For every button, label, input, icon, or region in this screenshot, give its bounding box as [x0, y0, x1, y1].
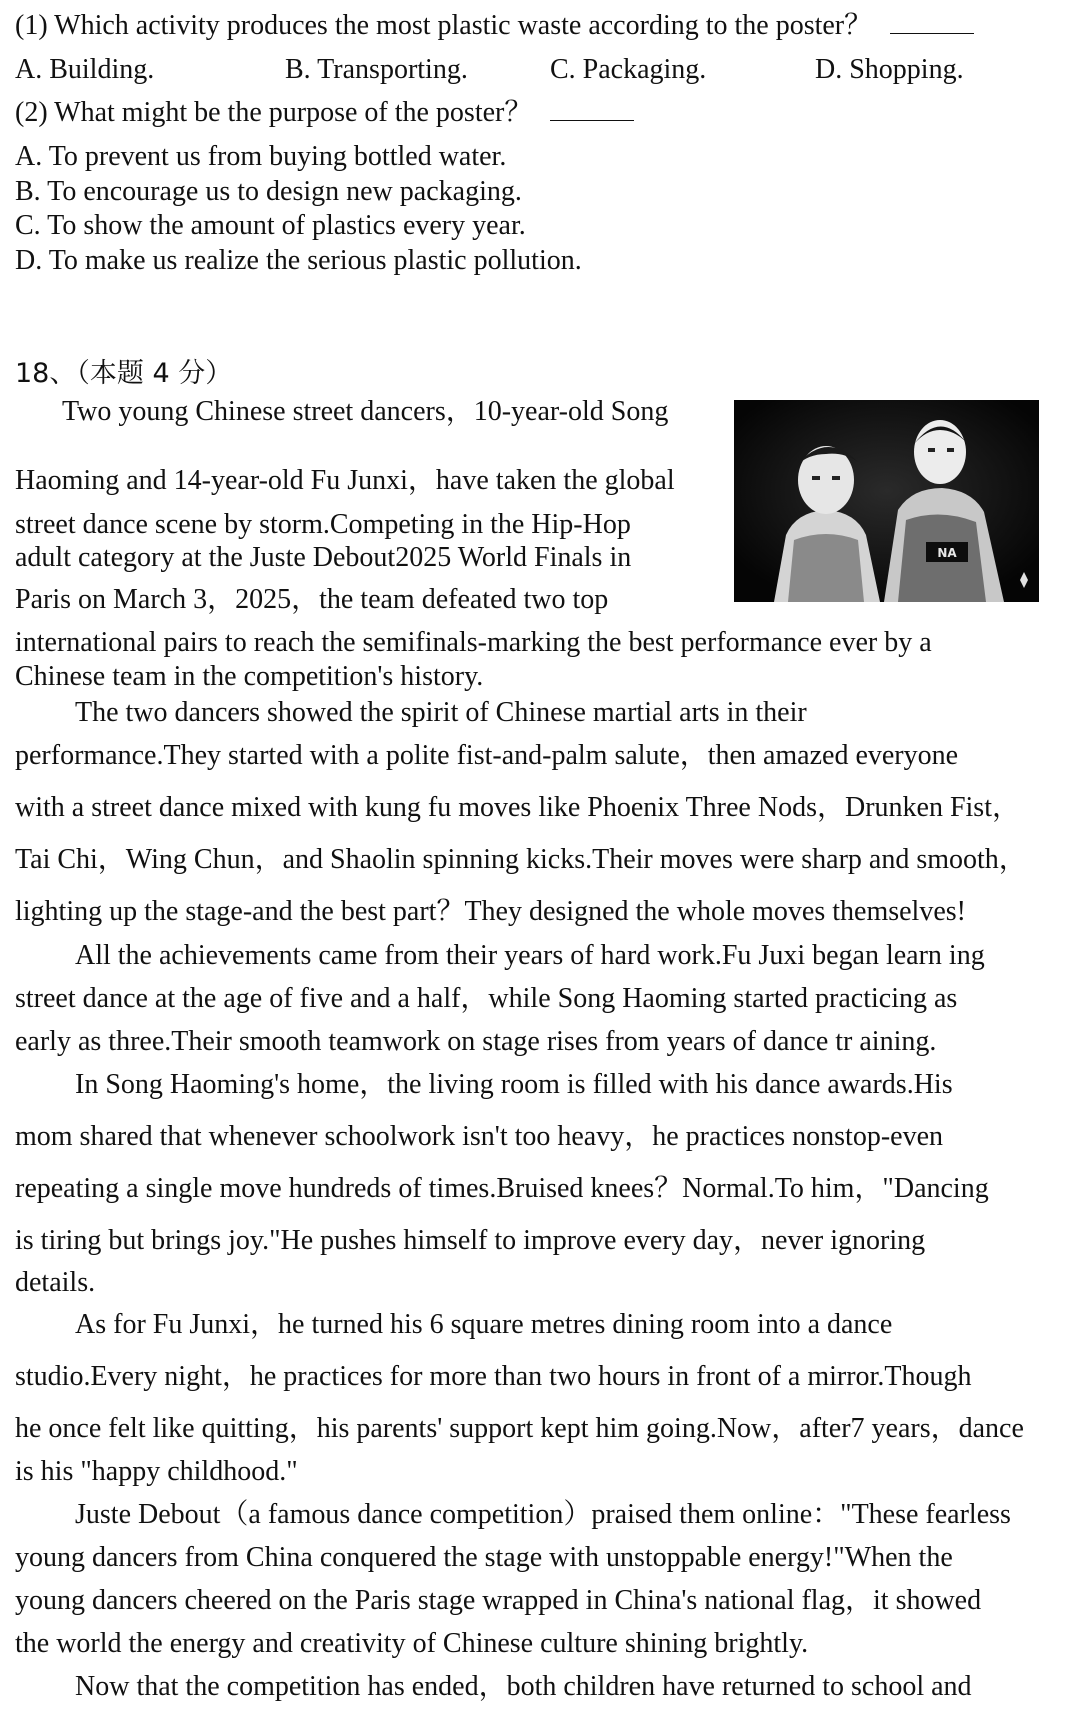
q2-option-d[interactable]: D. To make us realize the serious plastic pollution.: [15, 245, 582, 276]
passage-line: Now that the competition has ended，both children have returned to school and: [75, 1671, 972, 1702]
passage-line: with a street dance mixed with kung fu moves like Phoenix Three Nods，Drunken Fist，: [15, 792, 1020, 823]
passage-line: Chinese team in the competition's history.: [15, 661, 484, 692]
passage-line: international pairs to reach the semifinals-marking the best performance ever by a: [15, 627, 932, 658]
section-heading: 18、（本题 4 分）: [15, 358, 233, 389]
passage-line: The two dancers showed the spirit of Chinese martial arts in their: [75, 697, 807, 728]
shirt-badge: NA: [937, 546, 957, 560]
question-1-text: (1) Which activity produces the most plastic waste according to the poster？: [15, 10, 873, 41]
passage-line: Juste Debout（a famous dance competition）praised them online："These fearless: [75, 1499, 1011, 1530]
passage-line: adult category at the Juste Debout2025 World Finals in: [15, 542, 632, 573]
passage-line: is tiring but brings joy."He pushes himself to improve every day，never ignoring: [15, 1225, 926, 1256]
q1-option-d[interactable]: D. Shopping.: [815, 54, 964, 85]
passage-line: Paris on March 3，2025，the team defeated two top: [15, 584, 609, 615]
passage-line: mom shared that whenever schoolwork isn't too heavy，he practices nonstop-even: [15, 1121, 944, 1152]
passage-line: Two young Chinese street dancers，10-year-old Song: [62, 396, 669, 427]
passage-line: early as three.Their smooth teamwork on stage rises from years of dance tr aining.: [15, 1026, 937, 1057]
passage-line: repeating a single move hundreds of times.Bruised knees？Normal.To him，"Dancing: [15, 1173, 989, 1204]
passage-line: the world the energy and creativity of Chinese culture shining brightly.: [15, 1628, 809, 1659]
passage-line: he once felt like quitting，his parents' support kept him going.Now，after7 years，dance: [15, 1413, 1024, 1444]
passage-line: Haoming and 14-year-old Fu Junxi，have taken the global: [15, 465, 675, 496]
passage-line: In Song Haoming's home，the living room is filled with his dance awards.His: [75, 1069, 953, 1100]
answer-blank-1[interactable]: [890, 11, 974, 34]
question-1: [15, 9, 974, 43]
passage-line: is his "happy childhood.": [15, 1456, 298, 1487]
passage-line: studio.Every night，he practices for more than two hours in front of a mirror.Though: [15, 1361, 972, 1392]
q1-option-b[interactable]: B. Transporting.: [285, 54, 468, 85]
passage-line: young dancers cheered on the Paris stage wrapped in China's national flag，it showed: [15, 1585, 982, 1616]
q2-option-c[interactable]: C. To show the amount of plastics every year.: [15, 210, 526, 241]
q1-option-a[interactable]: A. Building.: [15, 54, 155, 85]
passage-line: street dance at the age of five and a half，while Song Haoming started practicing as: [15, 983, 958, 1014]
passage-line: As for Fu Junxi，he turned his 6 square metres dining room into a dance: [75, 1309, 893, 1340]
answer-blank-2[interactable]: [550, 98, 634, 121]
question-2-text: (2) What might be the purpose of the poster？: [15, 97, 533, 128]
passage-line: street dance scene by storm.Competing in the Hip-Hop: [15, 509, 631, 540]
passage-line: Tai Chi，Wing Chun，and Shaolin spinning kicks.Their moves were sharp and smooth，: [15, 844, 1027, 875]
passage-line: young dancers from China conquered the stage with unstoppable energy!"When the: [15, 1542, 953, 1573]
passage-line: details.: [15, 1267, 96, 1298]
q2-option-b[interactable]: B. To encourage us to design new packaging.: [15, 176, 522, 207]
q1-option-c[interactable]: C. Packaging.: [550, 54, 707, 85]
passage-line: All the achievements came from their years of hard work.Fu Juxi began learn ing: [75, 940, 985, 971]
dancers-photo-graphic: [734, 400, 1039, 602]
passage-line: lighting up the stage-and the best part？They designed the whole moves themselves!: [15, 896, 966, 927]
passage-line: performance.They started with a polite fist-and-palm salute，then amazed everyone: [15, 740, 959, 771]
question-2: [15, 96, 634, 130]
q2-option-a[interactable]: A. To prevent us from buying bottled water.: [15, 141, 507, 172]
dancers-photo: [734, 400, 1039, 602]
